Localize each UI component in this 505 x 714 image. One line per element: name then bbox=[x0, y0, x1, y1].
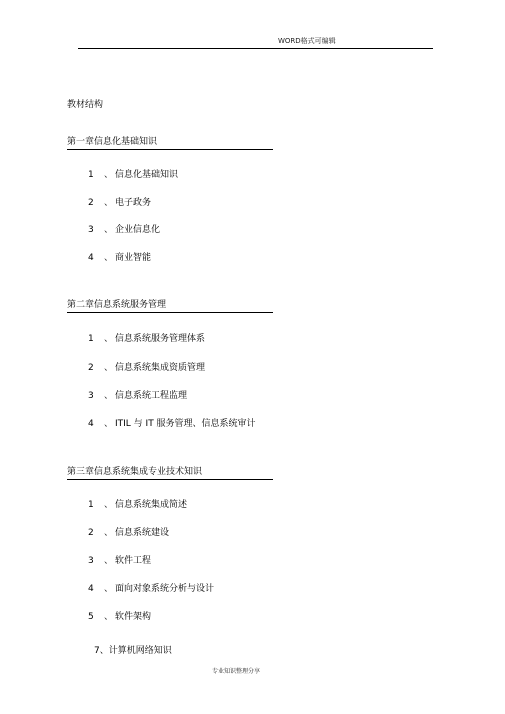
item-label: 商业智能 bbox=[115, 253, 152, 263]
item-separator: 、 bbox=[104, 170, 114, 180]
chapter-3-heading: 第三章信息系统集成专业技术知识 bbox=[67, 464, 273, 480]
item-separator: 、 bbox=[104, 253, 114, 263]
item-number: 4 bbox=[88, 419, 94, 429]
header-rule bbox=[78, 48, 433, 49]
item-separator: 、 bbox=[104, 198, 114, 208]
item-number: 4 bbox=[88, 584, 94, 594]
chapter-2-item-1 bbox=[88, 331, 205, 344]
chapter-2-item-2 bbox=[88, 360, 205, 373]
item-label: 软件架构 bbox=[115, 612, 152, 622]
item-separator: 、 bbox=[104, 556, 114, 566]
chapter-3-item-5 bbox=[88, 609, 151, 622]
item-separator: 、 bbox=[104, 419, 114, 429]
item-label: 信息系统集成资质管理 bbox=[115, 363, 206, 373]
item-number: 3 bbox=[88, 225, 94, 235]
chapter-2-item-3 bbox=[88, 388, 187, 401]
page-footer: 专业知识整理分享 bbox=[212, 668, 261, 675]
item-number: 2 bbox=[88, 528, 94, 538]
chapter-2-item-4 bbox=[88, 416, 256, 429]
header-text: WORD格式可编辑 bbox=[278, 37, 336, 45]
chapter-3-item-2 bbox=[88, 525, 169, 538]
chapter-2-heading: 第二章信息系统服务管理 bbox=[67, 297, 273, 313]
item-separator: 、 bbox=[104, 528, 114, 538]
chapter-3-item-3 bbox=[88, 553, 151, 566]
chapter-1-heading: 第一章信息化基础知识 bbox=[67, 134, 273, 150]
chapter-1-item-2 bbox=[88, 195, 151, 208]
item-separator: 、 bbox=[104, 334, 114, 344]
document-title: 教材结构 bbox=[67, 100, 104, 110]
item-label: 信息系统集成简述 bbox=[115, 500, 188, 510]
extra-item: 7、计算机网络知识 bbox=[94, 646, 172, 656]
chapter-1-item-4 bbox=[88, 250, 151, 263]
item-label: 信息系统建设 bbox=[115, 528, 170, 538]
item-label: 软件工程 bbox=[115, 556, 152, 566]
item-number: 1 bbox=[88, 500, 94, 510]
chapter-1-item-1 bbox=[88, 167, 178, 180]
item-number: 2 bbox=[88, 363, 94, 373]
item-separator: 、 bbox=[104, 363, 114, 373]
item-label: 电子政务 bbox=[115, 198, 152, 208]
item-separator: 、 bbox=[104, 225, 114, 235]
item-number: 3 bbox=[88, 391, 94, 401]
item-label: 企业信息化 bbox=[115, 225, 161, 235]
item-number: 3 bbox=[88, 556, 94, 566]
chapter-3-item-1 bbox=[88, 497, 187, 510]
item-label: 信息系统服务管理体系 bbox=[115, 334, 206, 344]
item-number: 1 bbox=[88, 334, 94, 344]
item-number: 5 bbox=[88, 612, 94, 622]
item-separator: 、 bbox=[104, 391, 114, 401]
item-label: ITIL 与 IT 服务管理、信息系统审计 bbox=[115, 419, 256, 429]
item-label: 信息化基础知识 bbox=[115, 170, 179, 180]
chapter-1-item-3 bbox=[88, 222, 160, 235]
item-number: 1 bbox=[88, 170, 94, 180]
item-number: 2 bbox=[88, 198, 94, 208]
item-label: 面向对象系统分析与设计 bbox=[115, 584, 215, 594]
item-separator: 、 bbox=[104, 612, 114, 622]
chapter-3-item-4 bbox=[88, 581, 214, 594]
item-label: 信息系统工程监理 bbox=[115, 391, 188, 401]
item-number: 4 bbox=[88, 253, 94, 263]
item-separator: 、 bbox=[104, 584, 114, 594]
item-separator: 、 bbox=[104, 500, 114, 510]
